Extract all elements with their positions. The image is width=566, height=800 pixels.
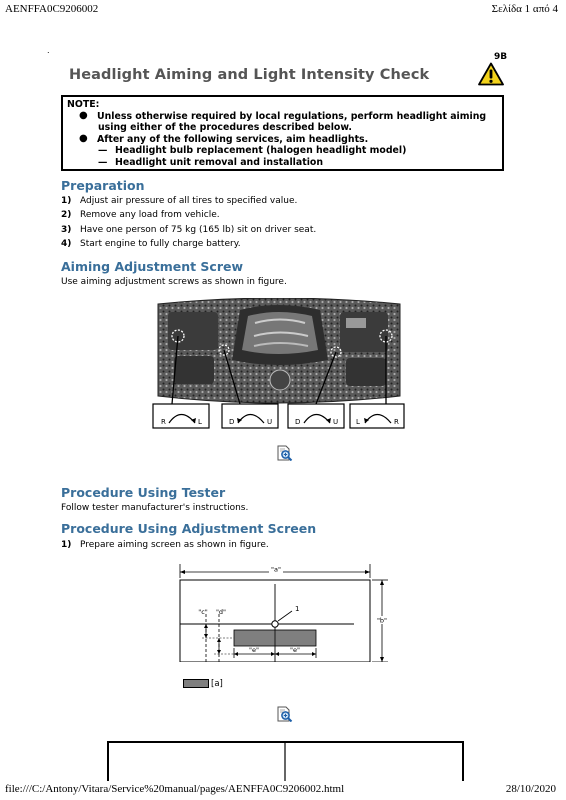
zoom-magnifier-icon[interactable] (277, 445, 293, 461)
callout-1: 1 (295, 605, 300, 613)
bullet-icon: ● (79, 109, 88, 121)
step-item (61, 540, 269, 550)
section-heading-preparation: Preparation (61, 178, 145, 193)
screw-label: L (198, 418, 202, 426)
adjust-screw-box (350, 404, 404, 428)
bullet-icon: ● (79, 132, 88, 144)
note-bullet-item (67, 134, 498, 146)
print-footer (0, 780, 566, 800)
section-heading-aiming-screw: Aiming Adjustment Screw (61, 259, 244, 274)
dash-mark: — (98, 156, 108, 168)
step-text: Start engine to fully charge battery. (80, 239, 241, 249)
section-code: 9B (494, 52, 508, 62)
screw-label: D (295, 418, 301, 426)
note-box (61, 95, 504, 171)
print-header-doc-id: AENFFA0C9206002 (5, 3, 99, 15)
dim-label-e: "e" (290, 646, 300, 654)
adjust-screw-box (222, 404, 278, 428)
dash-mark: — (98, 145, 108, 157)
step-number: 3) (61, 225, 72, 235)
note-text: After any of the following services, aim headlights. (97, 133, 369, 145)
note-sub-text: Headlight bulb replacement (halogen headlight model) (115, 145, 407, 157)
note-text: Unless otherwise required by local regulations, perform headlight aiming (97, 110, 487, 122)
page-mark: . (47, 46, 50, 55)
screw-label: U (267, 418, 273, 426)
section-heading-adjustment-screen: Procedure Using Adjustment Screen (61, 521, 317, 536)
dim-label-b: "b" (376, 616, 388, 625)
legend-label: [a] (211, 679, 223, 689)
note-sub-text: Headlight unit removal and installation (115, 156, 324, 168)
screw-label: R (394, 418, 399, 426)
step-item (61, 239, 241, 249)
aiming-screw-text: Use aiming adjustment screws as shown in figure. (61, 277, 287, 287)
note-sub-item (67, 157, 498, 169)
print-footer-date: 28/10/2020 (505, 783, 556, 795)
step-text: Have one person of 75 kg (165 lb) sit on driver seat. (80, 225, 317, 235)
step-text: Adjust air pressure of all tires to specified value. (80, 196, 298, 206)
screw-label: L (356, 418, 360, 426)
step-number: 1) (61, 196, 72, 206)
note-text-continuation: using either of the procedures described below. (98, 122, 352, 134)
section-heading-tester: Procedure Using Tester (61, 485, 226, 500)
adjust-screw-box (288, 404, 344, 428)
step-number: 4) (61, 239, 72, 249)
zoom-magnifier-icon[interactable] (277, 706, 293, 722)
warning-triangle-icon (478, 62, 504, 86)
dim-label-e: "e" (249, 646, 259, 654)
step-item (61, 196, 297, 206)
dim-label-c: "c" (198, 608, 208, 616)
page-title: Headlight Aiming and Light Intensity Check (69, 67, 430, 83)
dim-label-a: "a" (271, 565, 281, 574)
legend-swatch (183, 679, 209, 688)
step-text: Prepare aiming screen as shown in figure. (80, 540, 269, 550)
table-frame (107, 741, 464, 781)
print-header-page-number: Σελίδα 1 από 4 (491, 3, 558, 15)
step-item (61, 210, 220, 220)
dim-label-d: "d" (215, 608, 227, 616)
step-item (61, 225, 316, 235)
step-number: 1) (61, 540, 72, 550)
screw-label: U (333, 418, 339, 426)
note-bullet-item (67, 111, 498, 123)
step-number: 2) (61, 210, 72, 220)
engine-bay-figure (150, 298, 408, 433)
aiming-screen-figure (174, 562, 394, 662)
note-sub-item (67, 145, 498, 157)
print-header (0, 0, 566, 18)
step-text: Remove any load from vehicle. (80, 210, 220, 220)
screw-label: R (161, 418, 166, 426)
adjust-screw-box (153, 404, 209, 428)
print-footer-file-path: file:///C:/Antony/Vitara/Service%20manual/pages/AENFFA0C9206002.html (5, 783, 345, 795)
note-title: NOTE: (67, 99, 100, 110)
screw-label: D (229, 418, 235, 426)
tester-text: Follow tester manufacturer's instructions. (61, 503, 249, 513)
